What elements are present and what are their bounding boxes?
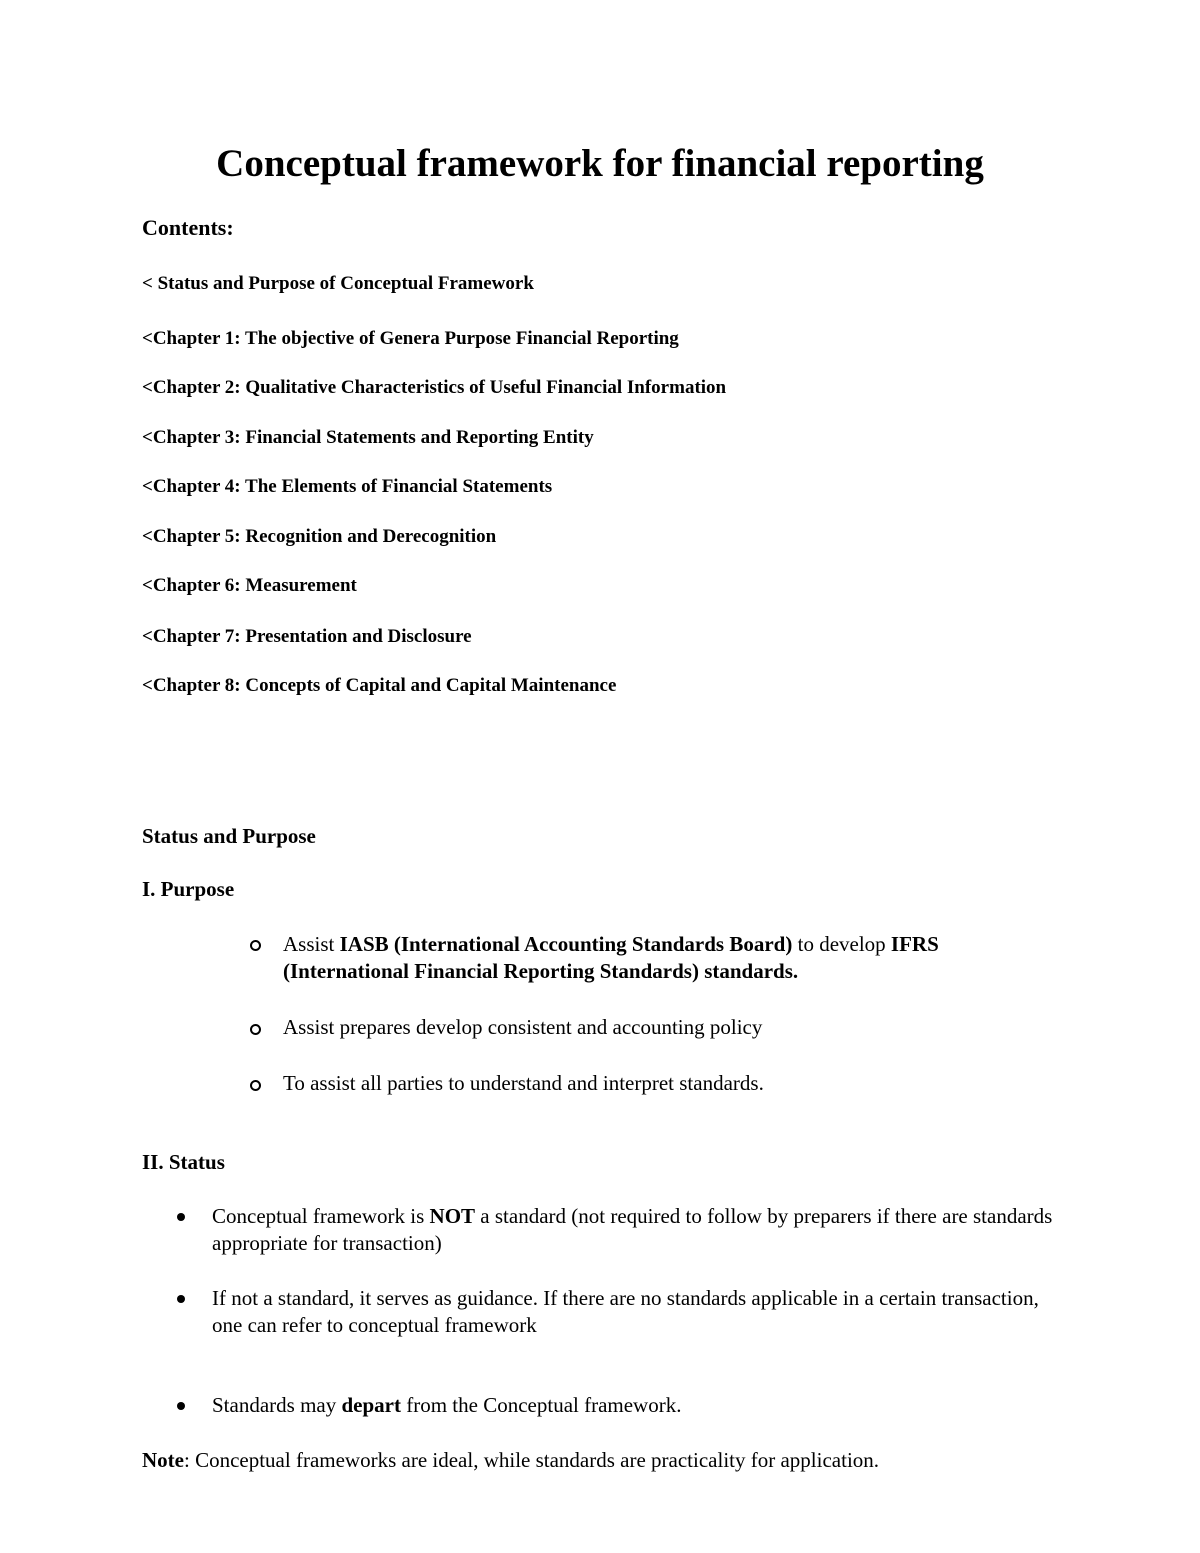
disc-bullet-icon xyxy=(177,1213,185,1221)
document-title: Conceptual framework for financial reporting xyxy=(216,142,984,185)
circle-bullet-icon xyxy=(250,1024,261,1035)
toc-item: <Chapter 2: Qualitative Characteristics of Useful Financial Information xyxy=(142,377,727,398)
disc-bullet-icon xyxy=(177,1402,185,1410)
toc-item: < Status and Purpose of Conceptual Framework xyxy=(142,273,534,294)
toc-item: <Chapter 5: Recognition and Derecognition xyxy=(142,526,497,547)
note-text: : Conceptual frameworks are ideal, while standards are practicality for application. xyxy=(183,1448,880,1472)
circle-bullet-icon xyxy=(250,940,261,951)
status-heading: II. Status xyxy=(142,1150,225,1174)
purpose-heading: I. Purpose xyxy=(142,877,235,901)
purpose-bullet-3: To assist all parties to understand and interpret standards. xyxy=(283,1071,764,1095)
disc-bullet-icon xyxy=(177,1295,185,1303)
toc-item: <Chapter 4: The Elements of Financial Statements xyxy=(142,476,553,497)
toc-item: <Chapter 3: Financial Statements and Reporting Entity xyxy=(142,427,594,448)
status-bullet-2: If not a standard, it serves as guidance. If there are no standards applicable in a certain transaction, one can refer to conceptual framework xyxy=(212,1286,1039,1337)
toc-item: <Chapter 7: Presentation and Disclosure xyxy=(142,626,472,647)
note-paragraph xyxy=(142,1447,1142,1474)
circle-bullet-icon xyxy=(250,1080,261,1091)
status-bullet-3: Standards may depart from the Conceptual framework. xyxy=(212,1393,682,1417)
purpose-bullet-1: Assist IASB (International Accounting Standards Board) to develop IFRS (International Financial Reporting Standards) standards. xyxy=(283,932,939,983)
note-label: Note xyxy=(142,1448,184,1472)
purpose-bullet-2: Assist prepares develop consistent and accounting policy xyxy=(283,1015,763,1039)
toc-item: <Chapter 8: Concepts of Capital and Capital Maintenance xyxy=(142,675,617,696)
status-bullet-1: Conceptual framework is NOT a standard (not required to follow by preparers if there are standards appropriate for transaction) xyxy=(212,1204,1053,1255)
toc-item: <Chapter 1: The objective of Genera Purpose Financial Reporting xyxy=(142,328,679,349)
section-heading: Status and Purpose xyxy=(142,824,316,848)
toc-item: <Chapter 6: Measurement xyxy=(142,575,357,596)
contents-label: Contents: xyxy=(142,215,234,240)
